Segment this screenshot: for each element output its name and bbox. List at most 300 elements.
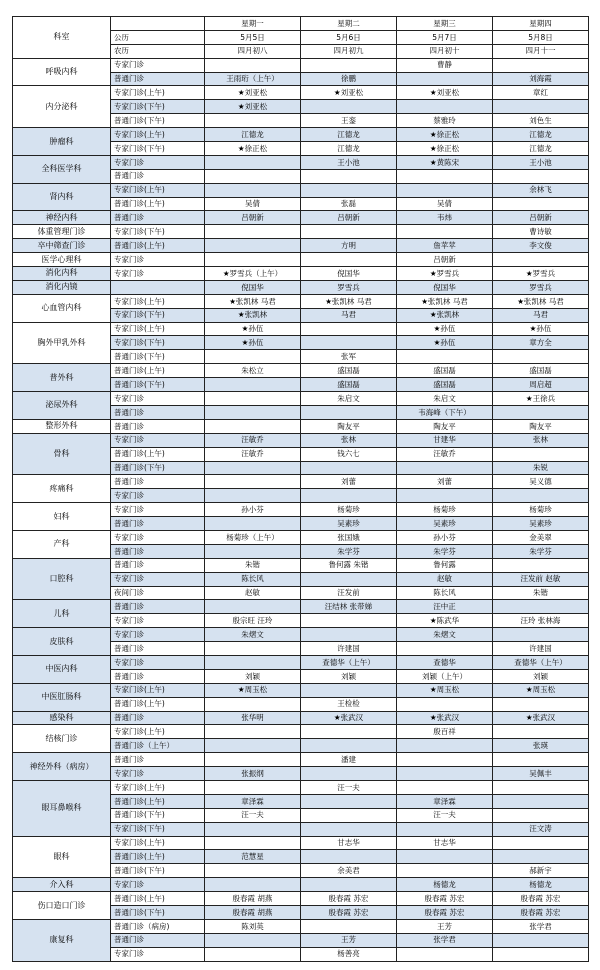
doctor-cell — [205, 475, 301, 489]
doctor-cell — [205, 461, 301, 475]
doctor-cell — [205, 378, 301, 392]
header-cell: 四月十一 — [493, 44, 589, 58]
clinic-type: 普通门诊(下午) — [111, 864, 205, 878]
doctor-cell — [493, 794, 589, 808]
department-name: 全科医学科 — [13, 155, 111, 183]
doctor-cell: 刘颖 — [301, 669, 397, 683]
clinic-type: 专家门诊(上午) — [111, 183, 205, 197]
doctor-cell: ★罗雪兵 — [493, 267, 589, 281]
doctor-cell: ★黄陈宋 — [397, 155, 493, 169]
clinic-type: 专家门诊 — [111, 58, 205, 72]
clinic-type: 专家门诊 — [111, 503, 205, 517]
doctor-cell — [301, 808, 397, 822]
schedule-row — [13, 753, 589, 767]
doctor-cell — [397, 183, 493, 197]
doctor-cell: ★刘亚松 — [205, 86, 301, 100]
department-name: 结核门诊 — [13, 725, 111, 753]
schedule-row — [13, 211, 589, 225]
doctor-cell: 盛国磊 — [397, 364, 493, 378]
doctor-cell: 范慧星 — [205, 850, 301, 864]
doctor-cell — [301, 739, 397, 753]
doctor-cell: ★周玉松 — [397, 683, 493, 697]
doctor-cell: 王銮 — [301, 114, 397, 128]
department-name: 心血管内科 — [13, 294, 111, 322]
clinic-type: 普通门诊 — [111, 753, 205, 767]
doctor-cell: 余林飞 — [493, 183, 589, 197]
schedule-row — [13, 58, 589, 72]
schedule-row — [13, 225, 589, 239]
doctor-cell: ★刘亚松 — [301, 86, 397, 100]
doctor-cell — [301, 683, 397, 697]
doctor-cell: 张军 — [301, 350, 397, 364]
doctor-cell: 汪一夫 — [301, 780, 397, 794]
header-cell: 5月7日 — [397, 30, 493, 44]
doctor-cell: 吴义德 — [493, 475, 589, 489]
doctor-cell — [205, 697, 301, 711]
clinic-type: 普通门诊(上午) — [111, 447, 205, 461]
clinic-type: 专家门诊 — [111, 572, 205, 586]
doctor-cell — [493, 753, 589, 767]
doctor-cell: 汪敏乔 — [205, 447, 301, 461]
doctor-cell: 罗雪兵 — [493, 280, 589, 294]
doctor-cell — [205, 725, 301, 739]
doctor-cell: 刘色生 — [493, 114, 589, 128]
doctor-cell — [493, 697, 589, 711]
doctor-cell: 张学君 — [493, 919, 589, 933]
doctor-cell: ★周玉松 — [205, 683, 301, 697]
doctor-cell: 章泽霖 — [397, 794, 493, 808]
schedule-row — [13, 711, 589, 725]
department-name: 普外科 — [13, 364, 111, 392]
header-cell: 四月初八 — [205, 44, 301, 58]
doctor-cell — [205, 642, 301, 656]
doctor-cell: 盛国磊 — [301, 364, 397, 378]
header-label: 公历 — [111, 30, 205, 44]
doctor-cell: ★刘亚松 — [397, 86, 493, 100]
doctor-cell: 陈刘英 — [205, 919, 301, 933]
doctor-cell: 朱锴 — [493, 586, 589, 600]
doctor-cell — [205, 655, 301, 669]
doctor-cell: 吕朝新 — [397, 253, 493, 267]
clinic-type: 普通门诊(下午) — [111, 378, 205, 392]
doctor-cell: 张华明 — [205, 711, 301, 725]
doctor-cell — [301, 58, 397, 72]
doctor-cell: 陶友平 — [493, 419, 589, 433]
doctor-cell: 杨德龙 — [397, 878, 493, 892]
doctor-cell: 江德龙 — [205, 128, 301, 142]
doctor-cell: 赵敏 — [397, 572, 493, 586]
clinic-type: 专家门诊 — [111, 878, 205, 892]
doctor-cell: 吴佩丰 — [493, 767, 589, 781]
clinic-type: 专家门诊 — [111, 767, 205, 781]
doctor-cell: 殷春霞 胡燕 — [205, 906, 301, 920]
department-name: 消化内科 — [13, 267, 111, 281]
doctor-cell: 汪一夫 — [397, 808, 493, 822]
doctor-cell — [493, 253, 589, 267]
department-name: 医学心理科 — [13, 253, 111, 267]
doctor-cell: 吕朝新 — [493, 211, 589, 225]
doctor-cell: 詹苹苹 — [397, 239, 493, 253]
doctor-cell — [301, 405, 397, 419]
department-name: 康复科 — [13, 919, 111, 961]
schedule-row — [13, 155, 589, 169]
doctor-cell: 汪发前 — [301, 586, 397, 600]
clinic-type: 专家门诊(上午) — [111, 322, 205, 336]
doctor-cell: 钱六七 — [301, 447, 397, 461]
doctor-cell: 刘蕾 — [301, 475, 397, 489]
doctor-cell — [205, 933, 301, 947]
doctor-cell — [205, 878, 301, 892]
schedule-row — [13, 183, 589, 197]
doctor-cell: 朱松立 — [205, 364, 301, 378]
doctor-cell: 殷春霞 苏宏 — [397, 906, 493, 920]
doctor-cell: 汪中正 — [397, 600, 493, 614]
doctor-cell: 汪敏乔 — [397, 447, 493, 461]
doctor-cell: 章红 — [493, 86, 589, 100]
doctor-cell — [301, 822, 397, 836]
doctor-cell: 杨菊珍 — [301, 503, 397, 517]
clinic-type: 普通门诊(上午) — [111, 794, 205, 808]
clinic-type: 夜间门诊 — [111, 586, 205, 600]
clinic-type: 专家门诊 — [111, 628, 205, 642]
schedule-row — [13, 878, 589, 892]
doctor-cell — [301, 725, 397, 739]
clinic-type: 专家门诊(下午) — [111, 822, 205, 836]
schedule-row — [13, 655, 589, 669]
doctor-cell: 许建国 — [493, 642, 589, 656]
schedule-row — [13, 530, 589, 544]
doctor-cell — [397, 780, 493, 794]
doctor-cell — [493, 58, 589, 72]
doctor-cell — [397, 350, 493, 364]
doctor-cell: ★张凯林 马君 — [301, 294, 397, 308]
department-name: 妇科 — [13, 503, 111, 531]
doctor-cell: 刘蕾 — [397, 475, 493, 489]
schedule-row — [13, 128, 589, 142]
doctor-cell: 殷春霞 苏宏 — [493, 892, 589, 906]
doctor-cell — [205, 253, 301, 267]
doctor-cell — [205, 392, 301, 406]
doctor-cell: ★刘亚松 — [205, 100, 301, 114]
clinic-type: 专家门诊(上午) — [111, 836, 205, 850]
doctor-cell: ★张凯林 — [397, 308, 493, 322]
schedule-row — [13, 294, 589, 308]
doctor-cell — [301, 850, 397, 864]
doctor-cell: 殷春霞 苏宏 — [301, 906, 397, 920]
doctor-cell — [493, 350, 589, 364]
doctor-cell: 江德龙 — [301, 142, 397, 156]
doctor-cell: ★孙伍 — [493, 322, 589, 336]
doctor-cell: ★孙伍 — [205, 322, 301, 336]
doctor-cell: 殷春霞 苏宏 — [301, 892, 397, 906]
doctor-cell — [397, 642, 493, 656]
doctor-cell — [397, 72, 493, 86]
schedule-row — [13, 253, 589, 267]
clinic-type: 普通门诊 — [111, 475, 205, 489]
doctor-cell: 朱学芬 — [301, 544, 397, 558]
clinic-type: 专家门诊 — [111, 489, 205, 503]
doctor-cell: 吕朝新 — [301, 211, 397, 225]
doctor-cell — [205, 753, 301, 767]
schedule-row — [13, 919, 589, 933]
header-row-weekday — [13, 17, 589, 31]
doctor-cell: 汪敏乔 — [205, 433, 301, 447]
schedule-row — [13, 433, 589, 447]
clinic-type: 普通门诊(下午) — [111, 350, 205, 364]
schedule-row — [13, 419, 589, 433]
clinic-type: 专家门诊(下午) — [111, 225, 205, 239]
doctor-cell: ★张凯林 马君 — [397, 294, 493, 308]
department-name: 内分泌科 — [13, 86, 111, 128]
doctor-cell: 江德龙 — [493, 142, 589, 156]
doctor-cell: 江德龙 — [493, 128, 589, 142]
department-name: 皮肤科 — [13, 628, 111, 656]
doctor-cell: 张振纲 — [205, 767, 301, 781]
doctor-cell: 郝新宇 — [493, 864, 589, 878]
schedule-row — [13, 836, 589, 850]
clinic-type: 普通门诊 — [111, 517, 205, 531]
doctor-cell: 张磊 — [301, 197, 397, 211]
doctor-cell: 杨菊珍 — [493, 503, 589, 517]
doctor-cell: 朱熠文 — [205, 628, 301, 642]
doctor-cell: 殷百祥 — [397, 725, 493, 739]
clinic-type: 普通门诊(下午) — [111, 461, 205, 475]
doctor-cell: 金美翠 — [493, 530, 589, 544]
doctor-cell: 陈长风 — [205, 572, 301, 586]
doctor-cell: ★徐正松 — [397, 142, 493, 156]
clinic-type: 专家门诊(下午) — [111, 100, 205, 114]
doctor-cell: 马君 — [493, 308, 589, 322]
clinic-type: 专家门诊(下午) — [111, 308, 205, 322]
department-name: 泌尿外科 — [13, 392, 111, 420]
clinic-type: 普通门诊(下午) — [111, 906, 205, 920]
doctor-cell — [301, 322, 397, 336]
doctor-cell — [493, 850, 589, 864]
clinic-type: 普通门诊(上午) — [111, 197, 205, 211]
header-cell: 星期一 — [205, 17, 301, 31]
doctor-cell: 杨菊珍 — [397, 503, 493, 517]
schedule-row — [13, 683, 589, 697]
doctor-cell — [397, 697, 493, 711]
doctor-cell — [301, 461, 397, 475]
clinic-type: 普通门诊 — [111, 642, 205, 656]
doctor-cell: 王芳 — [397, 919, 493, 933]
doctor-cell — [301, 878, 397, 892]
doctor-cell: 查德华（上午） — [301, 655, 397, 669]
header-cell: 星期四 — [493, 17, 589, 31]
doctor-cell: 汪发前 赵敏 — [493, 572, 589, 586]
doctor-cell — [493, 558, 589, 572]
doctor-cell: 张瑛 — [493, 739, 589, 753]
doctor-cell: ★张武汉 — [493, 711, 589, 725]
clinic-type: 专家门诊(上午) — [111, 86, 205, 100]
doctor-cell: 吴素珍 — [397, 517, 493, 531]
doctor-cell — [301, 794, 397, 808]
doctor-cell: 刘颖 — [205, 669, 301, 683]
doctor-cell: 陶友平 — [301, 419, 397, 433]
clinic-type: 专家门诊 — [111, 947, 205, 961]
doctor-cell: ★王徐兵 — [493, 392, 589, 406]
schedule-row — [13, 892, 589, 906]
schedule-row — [13, 364, 589, 378]
doctor-cell — [397, 489, 493, 503]
doctor-cell: 徐鹏 — [301, 72, 397, 86]
department-name: 伤口造口门诊 — [13, 892, 111, 920]
doctor-cell — [205, 864, 301, 878]
doctor-cell: 韦海峰（下午） — [397, 405, 493, 419]
department-name: 呼吸内科 — [13, 58, 111, 86]
doctor-cell: 刘颖（上午） — [397, 669, 493, 683]
doctor-cell — [397, 739, 493, 753]
doctor-cell: ★张武汉 — [397, 711, 493, 725]
doctor-cell: 赵敏 — [205, 586, 301, 600]
clinic-type: 普通门诊(下午) — [111, 808, 205, 822]
header-cell: 星期三 — [397, 17, 493, 31]
schedule-row — [13, 628, 589, 642]
doctor-cell — [397, 767, 493, 781]
doctor-cell: 吴素珍 — [301, 517, 397, 531]
department-name: 口腔科 — [13, 558, 111, 600]
clinic-type: 普通门诊 — [111, 933, 205, 947]
doctor-cell: 汪文涛 — [493, 822, 589, 836]
department-name: 产科 — [13, 530, 111, 558]
doctor-cell — [301, 628, 397, 642]
clinic-type: 专家门诊 — [111, 155, 205, 169]
doctor-cell: 查德华（上午） — [493, 655, 589, 669]
clinic-type: 专家门诊 — [111, 614, 205, 628]
header-cell: 四月初九 — [301, 44, 397, 58]
doctor-cell: 章方全 — [493, 336, 589, 350]
doctor-cell: 殷宗旺 汪玲 — [205, 614, 301, 628]
doctor-cell — [493, 780, 589, 794]
doctor-cell — [397, 225, 493, 239]
doctor-cell: ★陈武华 — [397, 614, 493, 628]
clinic-type: 普通门诊 — [111, 544, 205, 558]
doctor-cell — [493, 628, 589, 642]
doctor-cell — [493, 836, 589, 850]
clinic-type: 普通门诊(上午) — [111, 892, 205, 906]
doctor-cell — [205, 822, 301, 836]
doctor-cell — [205, 58, 301, 72]
doctor-cell: ★徐正松 — [205, 142, 301, 156]
department-name: 胸外甲乳外科 — [13, 322, 111, 364]
doctor-cell: 陶友平 — [397, 419, 493, 433]
clinic-type: 普通门诊 — [111, 711, 205, 725]
doctor-cell: 刘海霞 — [493, 72, 589, 86]
header-cell: 星期二 — [301, 17, 397, 31]
doctor-cell — [205, 489, 301, 503]
clinic-type: 普通门诊 — [111, 558, 205, 572]
doctor-cell: 江德龙 — [301, 128, 397, 142]
department-name: 儿科 — [13, 600, 111, 628]
doctor-cell: 甘志华 — [301, 836, 397, 850]
clinic-type: 普通门诊 — [111, 419, 205, 433]
department-name: 眼耳鼻喉科 — [13, 780, 111, 836]
schedule-row — [13, 322, 589, 336]
doctor-cell: 鲁何露 朱锴 — [301, 558, 397, 572]
doctor-cell: 倪国华 — [301, 267, 397, 281]
header-cell: 四月初十 — [397, 44, 493, 58]
doctor-cell — [397, 864, 493, 878]
clinic-type: 普通门诊(上午) — [111, 364, 205, 378]
department-name: 神经外科（病房） — [13, 753, 111, 781]
department-name: 体重管理门诊 — [13, 225, 111, 239]
doctor-cell — [397, 850, 493, 864]
doctor-cell: 盛国磊 — [397, 378, 493, 392]
doctor-cell — [301, 767, 397, 781]
doctor-cell: 王雨珩（上午） — [205, 72, 301, 86]
doctor-cell: 罗雪兵 — [301, 280, 397, 294]
doctor-cell: 朱学芬 — [493, 544, 589, 558]
clinic-type: 专家门诊 — [111, 530, 205, 544]
doctor-cell — [205, 155, 301, 169]
clinic-type: 专家门诊 — [111, 267, 205, 281]
schedule-row — [13, 503, 589, 517]
doctor-cell: 鲁何露 — [397, 558, 493, 572]
schedule-row — [13, 86, 589, 100]
doctor-cell: 孙小芬 — [205, 503, 301, 517]
doctor-cell: ★罗雪兵 — [397, 267, 493, 281]
schedule-row — [13, 239, 589, 253]
doctor-cell: 甘志华 — [397, 836, 493, 850]
doctor-cell: 李文俊 — [493, 239, 589, 253]
doctor-cell: 方明 — [301, 239, 397, 253]
doctor-cell: 吕朝新 — [205, 211, 301, 225]
clinic-type: 专家门诊 — [111, 655, 205, 669]
doctor-cell: 殷春霞 苏宏 — [397, 892, 493, 906]
doctor-cell: 吴倩 — [397, 197, 493, 211]
doctor-cell: 汪玲 张林海 — [493, 614, 589, 628]
clinic-type: 普通门诊 — [111, 405, 205, 419]
header-cell: 5月5日 — [205, 30, 301, 44]
doctor-cell: ★孙伍 — [205, 336, 301, 350]
doctor-cell: 查德华 — [397, 655, 493, 669]
clinic-type: 普通门诊 — [111, 72, 205, 86]
clinic-type: 专家门诊 — [111, 433, 205, 447]
schedule-row — [13, 392, 589, 406]
doctor-cell — [493, 933, 589, 947]
doctor-cell — [397, 461, 493, 475]
clinic-type: 专家门诊(下午) — [111, 336, 205, 350]
doctor-cell: 张学君 — [397, 933, 493, 947]
department-name: 卒中筛查门诊 — [13, 239, 111, 253]
doctor-cell: ★徐正松 — [397, 128, 493, 142]
schedule-row — [13, 558, 589, 572]
doctor-cell — [301, 225, 397, 239]
doctor-cell: 汪结林 张带娣 — [301, 600, 397, 614]
doctor-cell — [301, 572, 397, 586]
department-name: 消化内镜 — [13, 280, 111, 294]
doctor-cell: 汪一夫 — [205, 808, 301, 822]
clinic-type: 普通门诊 — [111, 669, 205, 683]
doctor-cell: 朱学芬 — [397, 544, 493, 558]
doctor-cell — [397, 169, 493, 183]
doctor-cell: 章泽霖 — [205, 794, 301, 808]
doctor-cell: 潘建 — [301, 753, 397, 767]
clinic-type: 专家门诊(上午) — [111, 780, 205, 794]
doctor-cell — [205, 225, 301, 239]
doctor-cell — [301, 919, 397, 933]
doctor-cell: 周启超 — [493, 378, 589, 392]
doctor-cell: 韦炜 — [397, 211, 493, 225]
doctor-cell — [397, 100, 493, 114]
clinic-type: 普通门诊 — [111, 600, 205, 614]
doctor-cell — [301, 489, 397, 503]
schedule-row — [13, 280, 589, 294]
doctor-cell: ★孙伍 — [397, 336, 493, 350]
clinic-type: 专家门诊(上午) — [111, 725, 205, 739]
clinic-type: 普通门诊 — [111, 211, 205, 225]
